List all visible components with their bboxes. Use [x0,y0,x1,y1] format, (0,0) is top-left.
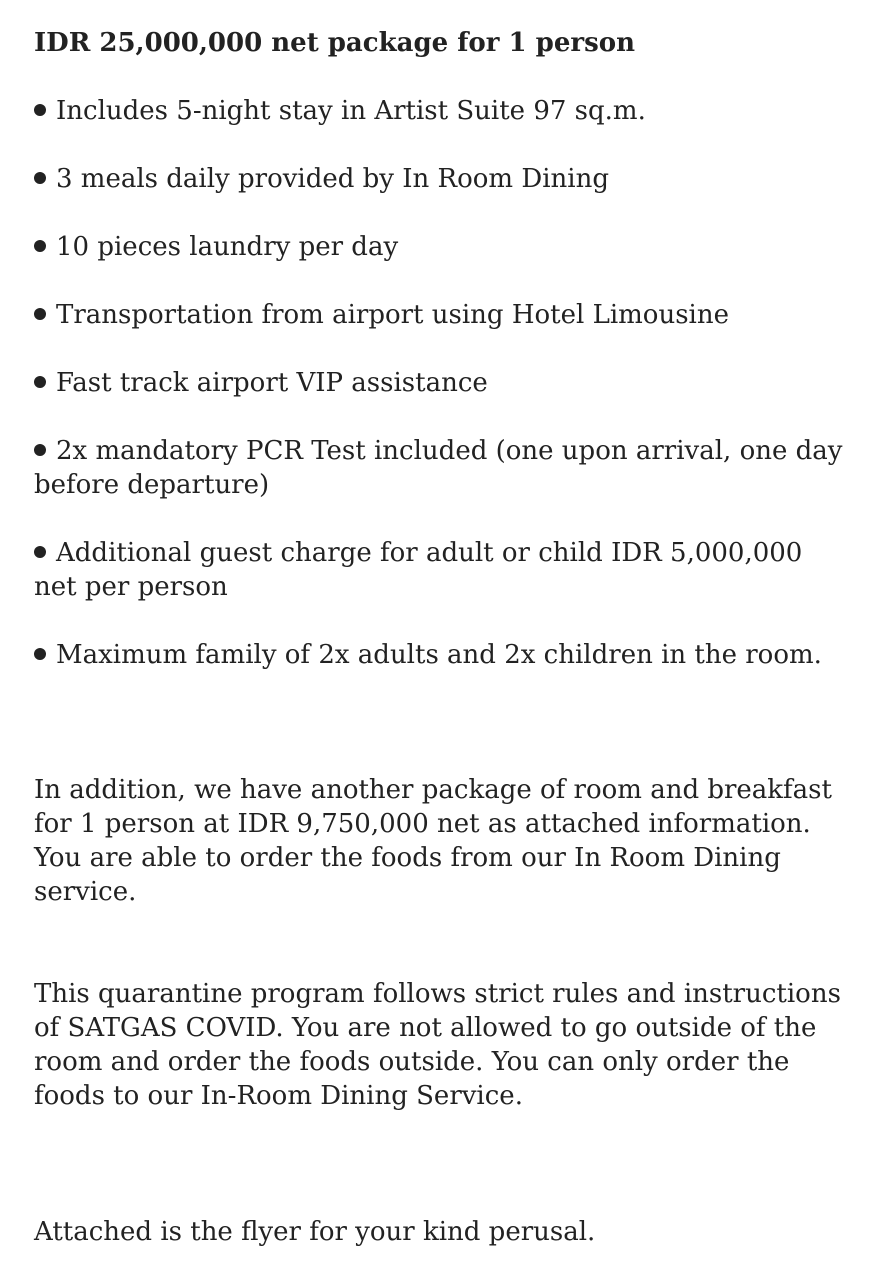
list-item [34,366,844,400]
list-item [34,536,844,604]
list-item [34,230,844,264]
quarantine-rules-paragraph: This quarantine program follows strict rules and instructions of SATGAS COVID. You are not allowed to go outside of the room and order the foods outside. You can only order the foods to our In-Room Dining Service. [34,979,841,1111]
bullet-icon [34,172,46,184]
list-item [34,162,844,196]
bullet-icon [34,444,46,456]
list-item-text: Additional guest charge for adult or child IDR 5,000,000 net per person [34,538,803,602]
bullet-icon [34,376,46,388]
bullet-icon [34,240,46,252]
list-item-text: Maximum family of 2x adults and 2x children in the room. [56,640,822,670]
list-item-text: 3 meals daily provided by In Room Dining [56,164,609,194]
list-item [34,298,844,332]
list-item-text: Transportation from airport using Hotel Limousine [56,300,729,330]
list-item-text: Includes 5-night stay in Artist Suite 97 sq.m. [56,96,646,126]
bullet-icon [34,104,46,116]
list-item [34,94,844,128]
additional-package-paragraph: In addition, we have another package of room and breakfast for 1 person at IDR 9,750,000 net as attached information. You are able to order the foods from our In Room Dining service. [34,775,832,907]
bullet-icon [34,546,46,558]
list-item-text: Fast track airport VIP assistance [56,368,488,398]
bullet-icon [34,648,46,660]
list-item [34,434,844,502]
list-item-text: 10 pieces laundry per day [56,232,399,262]
package-heading: IDR 25,000,000 net package for 1 person [34,28,635,58]
list-item [34,638,844,672]
package-inclusions-list [34,94,844,706]
bullet-icon [34,308,46,320]
list-item-text: 2x mandatory PCR Test included (one upon arrival, one day before departure) [34,436,843,500]
attachment-note-paragraph: Attached is the flyer for your kind perusal. [34,1217,596,1247]
